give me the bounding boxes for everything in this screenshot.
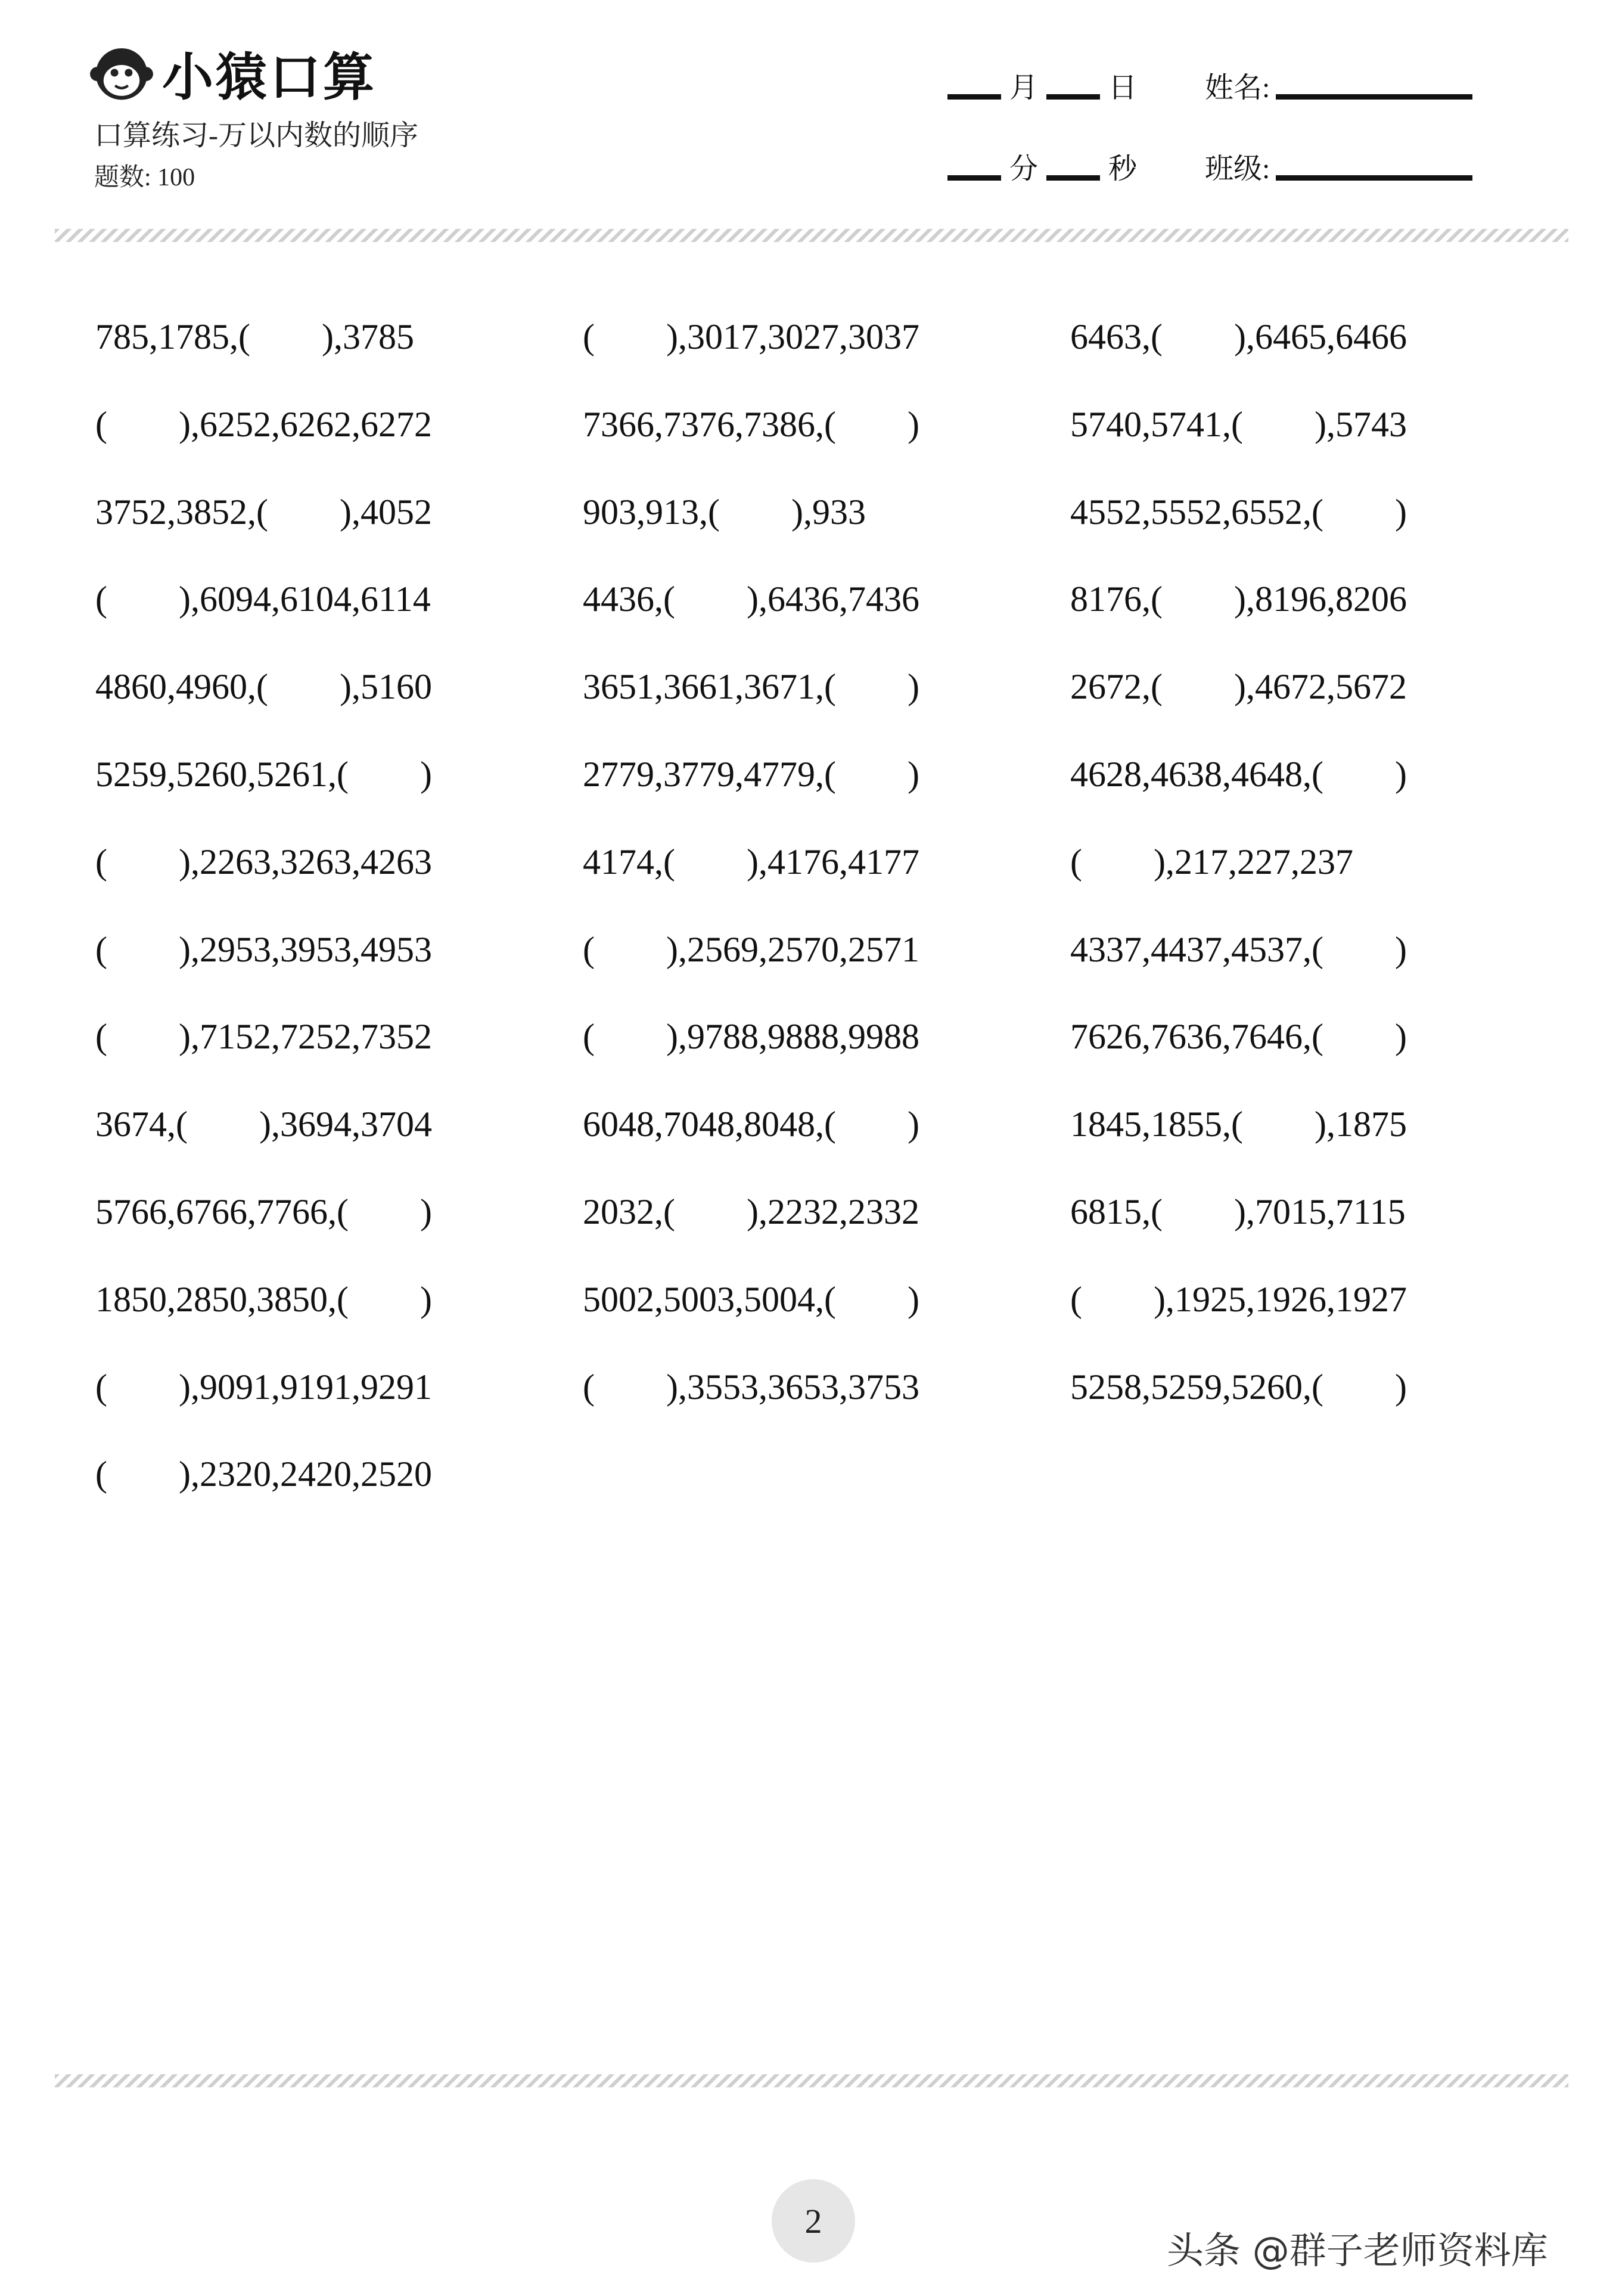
problem-item: 5259,5260,5261,( ) xyxy=(95,754,432,794)
brand-logo xyxy=(89,37,377,108)
problem-item: ( ),6252,6262,6272 xyxy=(95,404,432,444)
problem-item: 5258,5259,5260,( ) xyxy=(1070,1367,1407,1407)
problem-item: 903,913,( ),933 xyxy=(583,492,866,532)
watermark-text: 头条 @群子老师资料库 xyxy=(1167,2229,1548,2272)
problem-item: 5766,6766,7766,( ) xyxy=(95,1192,432,1231)
problem-item: 4860,4960,( ),5160 xyxy=(95,667,432,707)
problem-item: ( ),1925,1926,1927 xyxy=(1070,1279,1407,1319)
page-number: 2 xyxy=(772,2179,855,2263)
problem-item: ( ),9091,9191,9291 xyxy=(95,1367,432,1407)
minute-label: 分 xyxy=(1009,153,1039,185)
second-blank[interactable] xyxy=(1046,175,1100,181)
problem-item: 785,1785,( ),3785 xyxy=(95,317,414,356)
problem-item: 4552,5552,6552,( ) xyxy=(1070,492,1407,532)
problem-item: 3752,3852,( ),4052 xyxy=(95,492,432,532)
problem-item: 2779,3779,4779,( ) xyxy=(583,754,919,794)
problem-item: ( ),2569,2570,2571 xyxy=(583,929,919,969)
problem-item: 6048,7048,8048,( ) xyxy=(583,1104,919,1144)
problem-column-1 xyxy=(95,298,572,1523)
problem-item: 7366,7376,7386,( ) xyxy=(583,404,919,444)
day-label: 日 xyxy=(1108,72,1138,104)
problem-item: 4436,( ),6436,7436 xyxy=(583,579,919,619)
question-count: 题数: 100 xyxy=(94,164,195,191)
problem-item: ( ),7152,7252,7352 xyxy=(95,1017,432,1057)
month-label: 月 xyxy=(1009,72,1039,104)
problem-item: 7626,7636,7646,( ) xyxy=(1070,1017,1407,1057)
footer-divider xyxy=(55,2074,1568,2087)
header-divider xyxy=(55,229,1568,242)
problem-item: ( ),9788,9888,9988 xyxy=(583,1017,919,1057)
problem-column-3 xyxy=(1070,298,1547,1435)
problem-item: ( ),217,227,237 xyxy=(1070,842,1353,882)
monkey-logo-icon xyxy=(89,41,154,105)
problem-item: ( ),6094,6104,6114 xyxy=(95,579,431,619)
problem-item: 2032,( ),2232,2332 xyxy=(583,1192,919,1231)
problem-item: ( ),2320,2420,2520 xyxy=(95,1454,432,1494)
class-label: 班级: xyxy=(1205,153,1270,185)
problem-column-2 xyxy=(583,298,1059,1435)
problem-item: 2672,( ),4672,5672 xyxy=(1070,667,1407,707)
name-label: 姓名: xyxy=(1205,72,1270,104)
problem-item: ( ),3017,3027,3037 xyxy=(583,317,919,356)
problem-item: ( ),3553,3653,3753 xyxy=(583,1367,919,1407)
problem-item: 1850,2850,3850,( ) xyxy=(95,1279,432,1319)
minute-blank[interactable] xyxy=(947,175,1001,181)
day-blank[interactable] xyxy=(1046,94,1100,100)
problem-item: 6463,( ),6465,6466 xyxy=(1070,317,1407,356)
problem-item: 3651,3661,3671,( ) xyxy=(583,667,919,707)
problem-item: 1845,1855,( ),1875 xyxy=(1070,1104,1407,1144)
second-label: 秒 xyxy=(1108,153,1138,185)
problem-item: ( ),2263,3263,4263 xyxy=(95,842,432,882)
logo-text: 小猿口算 xyxy=(162,48,377,107)
problem-item: 5002,5003,5004,( ) xyxy=(583,1279,919,1319)
problem-item: 5740,5741,( ),5743 xyxy=(1070,404,1407,444)
problem-item: 4174,( ),4176,4177 xyxy=(583,842,919,882)
problem-item: 3674,( ),3694,3704 xyxy=(95,1104,432,1144)
time-class-row xyxy=(947,145,1472,187)
month-blank[interactable] xyxy=(947,94,1001,100)
class-blank[interactable] xyxy=(1276,175,1472,181)
problem-item: 4628,4638,4648,( ) xyxy=(1070,754,1407,794)
date-name-row xyxy=(947,64,1472,106)
problem-item: 8176,( ),8196,8206 xyxy=(1070,579,1407,619)
problem-item: 4337,4437,4537,( ) xyxy=(1070,929,1407,969)
name-blank[interactable] xyxy=(1276,94,1472,100)
worksheet-subtitle: 口算练习-万以内数的顺序 xyxy=(94,120,418,151)
problem-item: ( ),2953,3953,4953 xyxy=(95,929,432,969)
problem-item: 6815,( ),7015,7115 xyxy=(1070,1192,1406,1231)
